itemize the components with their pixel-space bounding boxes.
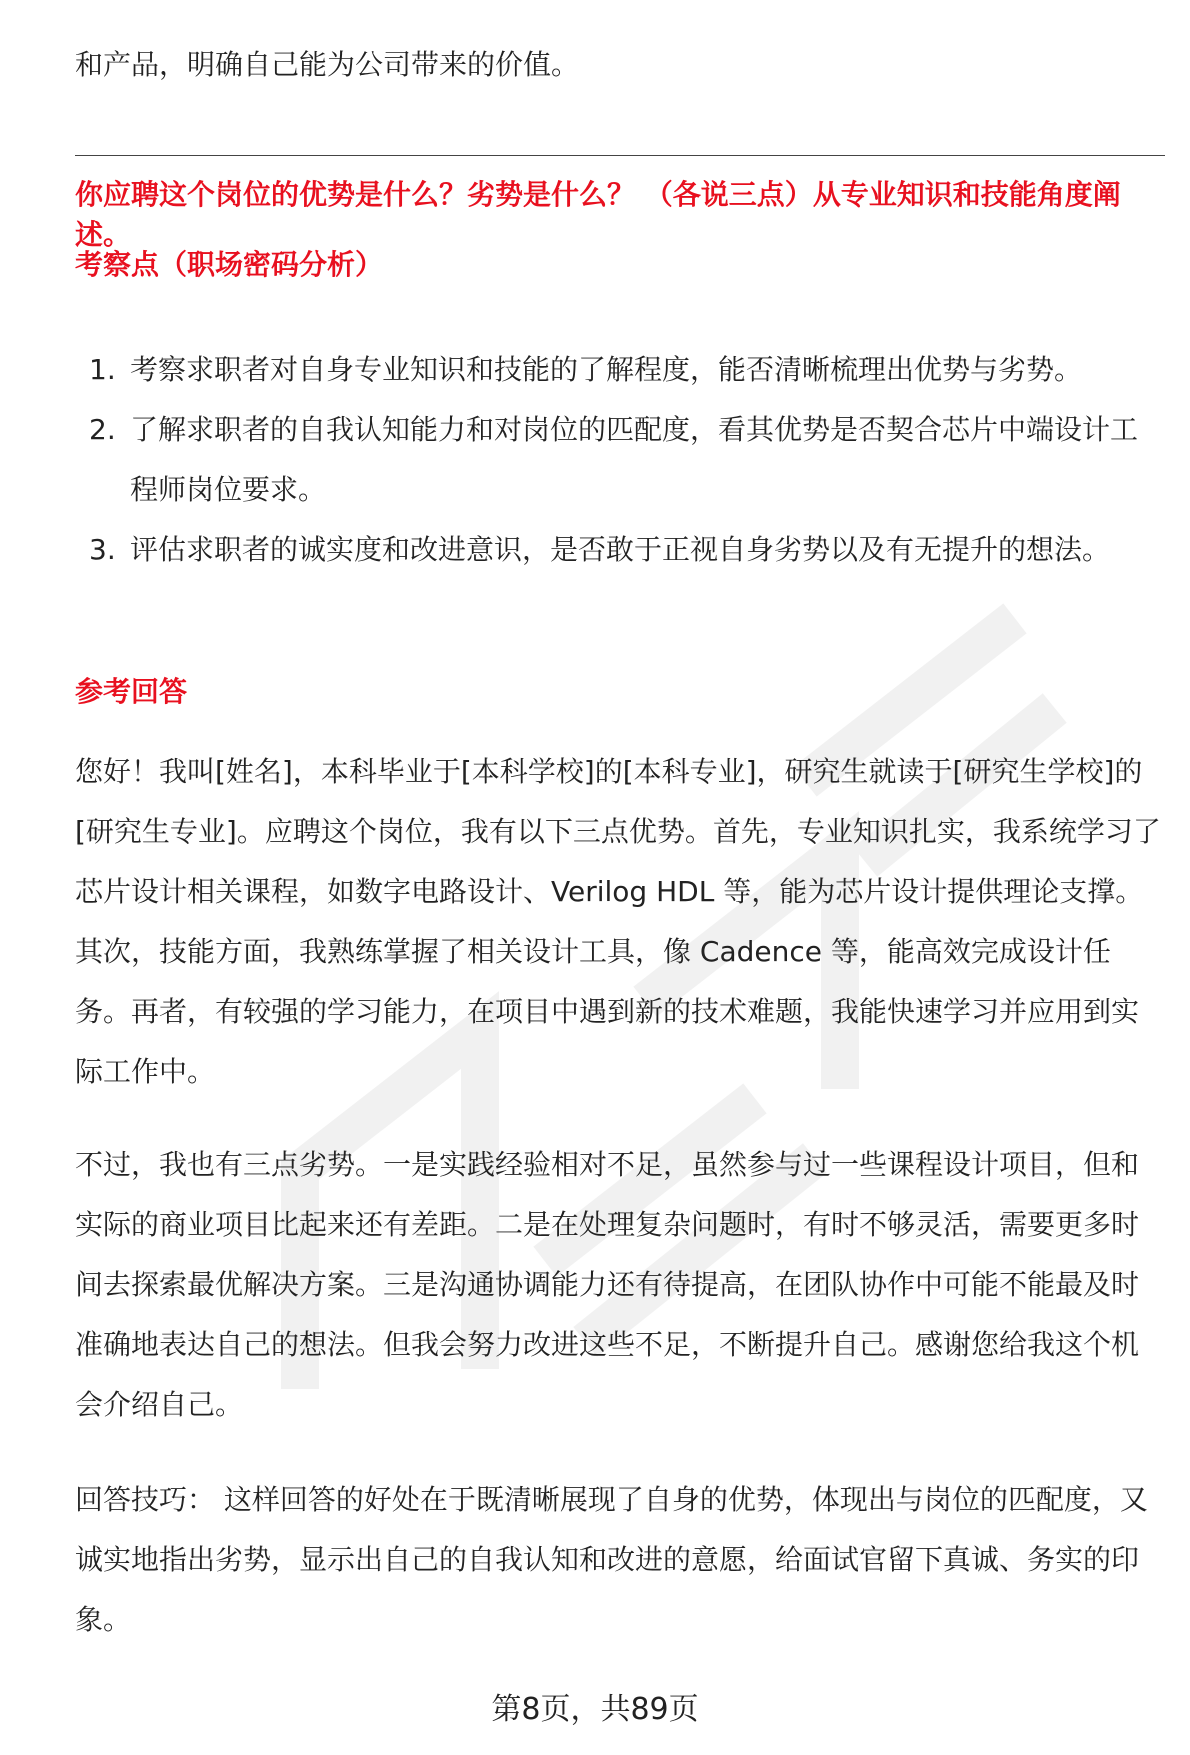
list-item <box>75 520 1165 580</box>
list-item <box>75 400 1165 520</box>
continuation-text: 和产品，明确自己能为公司带来的价值。 <box>75 48 580 81</box>
answer-heading: 参考回答 <box>75 675 188 708</box>
page-number: 第8页，共89页 <box>491 1692 699 1727</box>
list-item-text: 了解求职者的自我认知能力和对岗位的匹配度，看其优势是否契合芯片中端设计工程师岗位要求。 <box>130 413 1139 506</box>
answer-paragraph-2: 不过，我也有三点劣势。一是实践经验相对不足，虽然参与过一些课程设计项目，但和实际的商业项目比起来还有差距。二是在处理复杂问题时，有时不够灵活，需要更多时间去探索最优解决方案。三是沟通协调能力还有待提高，在团队协作中可能不能最及时准确地表达自己的想法。但我会努力改进这些不足，不断提升自己。感谢您给我这个机会介绍自己。 <box>75 1148 1140 1421</box>
question-heading: 你应聘这个岗位的优势是什么？劣势是什么？ （各说三点）从专业知识和技能角度阐述。 <box>75 178 1121 251</box>
list-item-number: 2. <box>89 413 116 446</box>
list-item-number: 1. <box>89 353 116 386</box>
list-item-text: 考察求职者对自身专业知识和技能的了解程度，能否清晰梳理出优势与劣势。 <box>130 353 1083 386</box>
list-item <box>75 340 1165 400</box>
focus-heading: 考察点（职场密码分析） <box>75 248 384 281</box>
list-item-text: 评估求职者的诚实度和改进意识，是否敢于正视自身劣势以及有无提升的想法。 <box>130 533 1111 566</box>
list-item-number: 3. <box>89 533 116 566</box>
divider <box>75 155 1165 156</box>
answer-paragraph-1: 您好！我叫[姓名]，本科毕业于[本科学校]的[本科专业]，研究生就读于[研究生学校]的[研究生专业]。应聘这个岗位，我有以下三点优势。首先，专业知识扎实，我系统学习了芯片设计相关课程，如数字电路设计、Verilog HDL 等，能为芯片设计提供理论支撑。其次，技能方面，我熟练掌握了相关设计工具，像 Cadence 等，能高效完成设计任务。再者，有较强的学习能力，在项目中遇到新的技术难题，我能快速学习并应用到实际工作中。 <box>75 755 1161 1088</box>
answer-tip: 回答技巧： 这样回答的好处在于既清晰展现了自身的优势，体现出与岗位的匹配度，又诚实地指出劣势，显示出自己的自我认知和改进的意愿，给面试官留下真诚、务实的印象。 <box>75 1483 1148 1636</box>
focus-list <box>75 340 1165 580</box>
